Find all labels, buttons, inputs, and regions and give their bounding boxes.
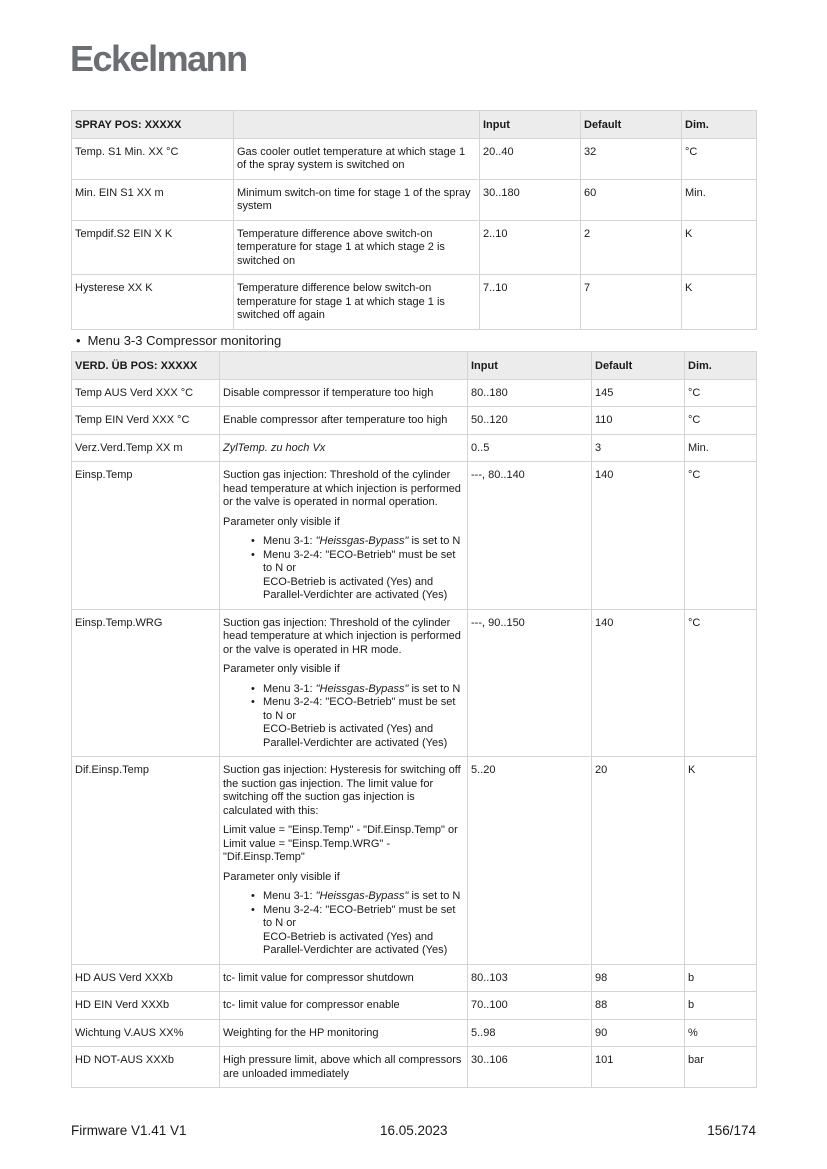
param-name: Tempdif.S2 EIN X K — [72, 220, 234, 275]
compressor-monitoring-table — [71, 351, 757, 1088]
param-name: HD NOT-AUS XXXb — [72, 1047, 220, 1088]
description-text: Suction gas injection: Threshold of the cylinder head temperature at which injection is performed or the valve is operated in HR mode. — [223, 616, 461, 656]
visibility-note: Parameter only visible if — [223, 870, 340, 883]
condition-text: Menu 3-1: — [263, 890, 316, 902]
column-header: Default — [592, 352, 685, 380]
param-default: 7 — [581, 275, 682, 330]
column-header: Default — [581, 111, 682, 139]
param-description: Enable compressor after temperature too high — [220, 407, 468, 435]
condition-text: Menu 3-2-4: "ECO-Betrieb" must be set to N or — [263, 903, 456, 929]
param-input-range: 2..10 — [480, 220, 581, 275]
param-dimension: °C — [685, 379, 757, 407]
param-name: Temp AUS Verd XXX °C — [72, 379, 220, 407]
condition-list — [223, 535, 464, 603]
param-default: 101 — [592, 1047, 685, 1088]
column-header — [220, 352, 468, 380]
column-header — [234, 111, 480, 139]
param-input-range: ---, 80..140 — [468, 462, 592, 610]
param-description: High pressure limit, above which all compressors are unloaded immediately — [220, 1047, 468, 1088]
param-description-italic: ZylTemp. zu hoch Vx — [223, 441, 326, 454]
condition-item — [263, 890, 464, 904]
param-default: 110 — [592, 407, 685, 435]
condition-item — [263, 696, 464, 750]
condition-text: ECO-Betrieb is activated (Yes) and — [263, 575, 434, 588]
table-row — [72, 1047, 757, 1088]
param-dimension: K — [682, 275, 757, 330]
param-description: tc- limit value for compressor shutdown — [220, 964, 468, 992]
condition-text: ECO-Betrieb is activated (Yes) and — [263, 930, 434, 943]
param-default: 60 — [581, 179, 682, 220]
column-header: Input — [480, 111, 581, 139]
table-row — [72, 462, 757, 610]
param-name: Temp EIN Verd XXX °C — [72, 407, 220, 435]
param-input-range: 5..20 — [468, 757, 592, 965]
table-header-row — [72, 352, 757, 380]
param-dimension: K — [682, 220, 757, 275]
param-input-range: 80..103 — [468, 964, 592, 992]
description-text: Suction gas injection: Hysteresis for switching off the suction gas injection. The limit value for switching off the suction gas injection is calculated with this: — [223, 764, 461, 817]
formula-text — [223, 824, 464, 865]
param-name: HD AUS Verd XXXb — [72, 964, 220, 992]
param-default: 140 — [592, 462, 685, 610]
condition-emphasis: "Heissgas-Bypass" — [315, 890, 409, 902]
condition-text: ECO-Betrieb is activated (Yes) and — [263, 723, 434, 735]
param-name: Min. EIN S1 XX m — [72, 179, 234, 220]
section-heading — [76, 333, 281, 348]
param-description — [220, 434, 468, 462]
param-dimension: °C — [685, 609, 757, 757]
brand-logo: Eckelmann — [70, 38, 247, 79]
param-input-range: 30..180 — [480, 179, 581, 220]
formula-line: Limit value = "Einsp.Temp.WRG" - "Dif.Einsp.Temp" — [223, 837, 391, 863]
column-header: Dim. — [682, 111, 757, 139]
footer-page-number: 156/174 — [707, 1123, 756, 1138]
param-default: 3 — [592, 434, 685, 462]
param-name: Verz.Verd.Temp XX m — [72, 434, 220, 462]
param-description: Temperature difference above switch-on temperature for stage 1 at which stage 2 is switched on — [234, 220, 480, 275]
param-description — [220, 609, 468, 757]
param-description: Disable compressor if temperature too high — [220, 379, 468, 407]
condition-item — [263, 683, 464, 697]
condition-list — [223, 890, 464, 958]
param-description: Weighting for the HP monitoring — [220, 1019, 468, 1047]
condition-list — [223, 683, 464, 751]
condition-text: Parallel-Verdichter are activated (Yes) — [263, 589, 448, 601]
param-input-range: ---, 90..150 — [468, 609, 592, 757]
param-input-range: 70..100 — [468, 992, 592, 1020]
param-dimension: K — [685, 757, 757, 965]
param-default: 88 — [592, 992, 685, 1020]
condition-item — [263, 535, 464, 549]
section-title: Menu 3-3 Compressor monitoring — [87, 333, 282, 348]
condition-text: Menu 3-1: — [263, 682, 316, 695]
param-input-range: 80..180 — [468, 379, 592, 407]
param-input-range: 20..40 — [480, 138, 581, 179]
param-description: Minimum switch-on time for stage 1 of the spray system — [234, 179, 480, 220]
param-dimension: °C — [685, 462, 757, 610]
param-name: Temp. S1 Min. XX °C — [72, 138, 234, 179]
condition-emphasis: "Heissgas-Bypass" — [315, 682, 409, 695]
param-description: Gas cooler outlet temperature at which stage 1 of the spray system is switched on — [234, 138, 480, 179]
param-description — [220, 757, 468, 965]
param-input-range: 0..5 — [468, 434, 592, 462]
table-row — [72, 609, 757, 757]
param-default: 90 — [592, 1019, 685, 1047]
condition-item — [263, 904, 464, 958]
param-dimension: % — [685, 1019, 757, 1047]
param-name: Hysterese XX K — [72, 275, 234, 330]
spray-parameter-table — [71, 110, 757, 330]
table-row — [72, 1019, 757, 1047]
param-input-range: 7..10 — [480, 275, 581, 330]
table-row — [72, 179, 757, 220]
column-header: SPRAY POS: XXXXX — [72, 111, 234, 139]
param-name: Einsp.Temp — [72, 462, 220, 610]
table-row — [72, 275, 757, 330]
condition-text: is set to N — [408, 682, 461, 695]
param-description: tc- limit value for compressor enable — [220, 992, 468, 1020]
param-input-range: 5..98 — [468, 1019, 592, 1047]
table-row — [72, 434, 757, 462]
condition-text: is set to N — [408, 535, 461, 547]
condition-emphasis: "Heissgas-Bypass" — [315, 535, 409, 547]
param-default: 20 — [592, 757, 685, 965]
param-default: 98 — [592, 964, 685, 992]
bullet-icon: • — [76, 333, 81, 348]
condition-item — [263, 549, 464, 603]
column-header: Input — [468, 352, 592, 380]
visibility-note: Parameter only visible if — [223, 515, 340, 528]
param-default: 145 — [592, 379, 685, 407]
table-row — [72, 757, 757, 965]
table-row — [72, 220, 757, 275]
table-header-row — [72, 111, 757, 139]
param-dimension: b — [685, 992, 757, 1020]
condition-text: Parallel-Verdichter are activated (Yes) — [263, 944, 448, 956]
footer-date: 16.05.2023 — [380, 1123, 448, 1138]
visibility-note: Parameter only visible if — [223, 663, 340, 675]
param-default: 2 — [581, 220, 682, 275]
param-dimension: bar — [685, 1047, 757, 1088]
param-dimension: °C — [682, 138, 757, 179]
formula-line: Limit value = "Einsp.Temp" - "Dif.Einsp.Temp" or — [223, 824, 458, 836]
table-row — [72, 964, 757, 992]
param-dimension: b — [685, 964, 757, 992]
footer-firmware: Firmware V1.41 V1 — [71, 1123, 187, 1138]
condition-text: is set to N — [408, 890, 461, 902]
param-name: Dif.Einsp.Temp — [72, 757, 220, 965]
condition-text: Parallel-Verdichter are activated (Yes) — [263, 736, 448, 749]
param-name: Einsp.Temp.WRG — [72, 609, 220, 757]
param-description — [220, 462, 468, 610]
table-row — [72, 992, 757, 1020]
param-input-range: 50..120 — [468, 407, 592, 435]
param-default: 140 — [592, 609, 685, 757]
param-default: 32 — [581, 138, 682, 179]
column-header: VERD. ÜB POS: XXXXX — [72, 352, 220, 380]
table-row — [72, 407, 757, 435]
param-name: HD EIN Verd XXXb — [72, 992, 220, 1020]
condition-text: Menu 3-1: — [263, 535, 316, 547]
description-text: Suction gas injection: Threshold of the cylinder head temperature at which injection is performed or the valve is operated in normal operation. — [223, 469, 461, 508]
table-row — [72, 379, 757, 407]
param-dimension: Min. — [682, 179, 757, 220]
condition-text: Menu 3-2-4: "ECO-Betrieb" must be set to N or — [263, 696, 456, 722]
column-header: Dim. — [685, 352, 757, 380]
condition-text: Menu 3-2-4: "ECO-Betrieb" must be set to N or — [263, 548, 456, 574]
table-row — [72, 138, 757, 179]
param-dimension: °C — [685, 407, 757, 435]
param-description: Temperature difference below switch-on temperature for stage 1 at which stage 1 is switched off again — [234, 275, 480, 330]
param-input-range: 30..106 — [468, 1047, 592, 1088]
param-name: Wichtung V.AUS XX% — [72, 1019, 220, 1047]
param-dimension: Min. — [685, 434, 757, 462]
